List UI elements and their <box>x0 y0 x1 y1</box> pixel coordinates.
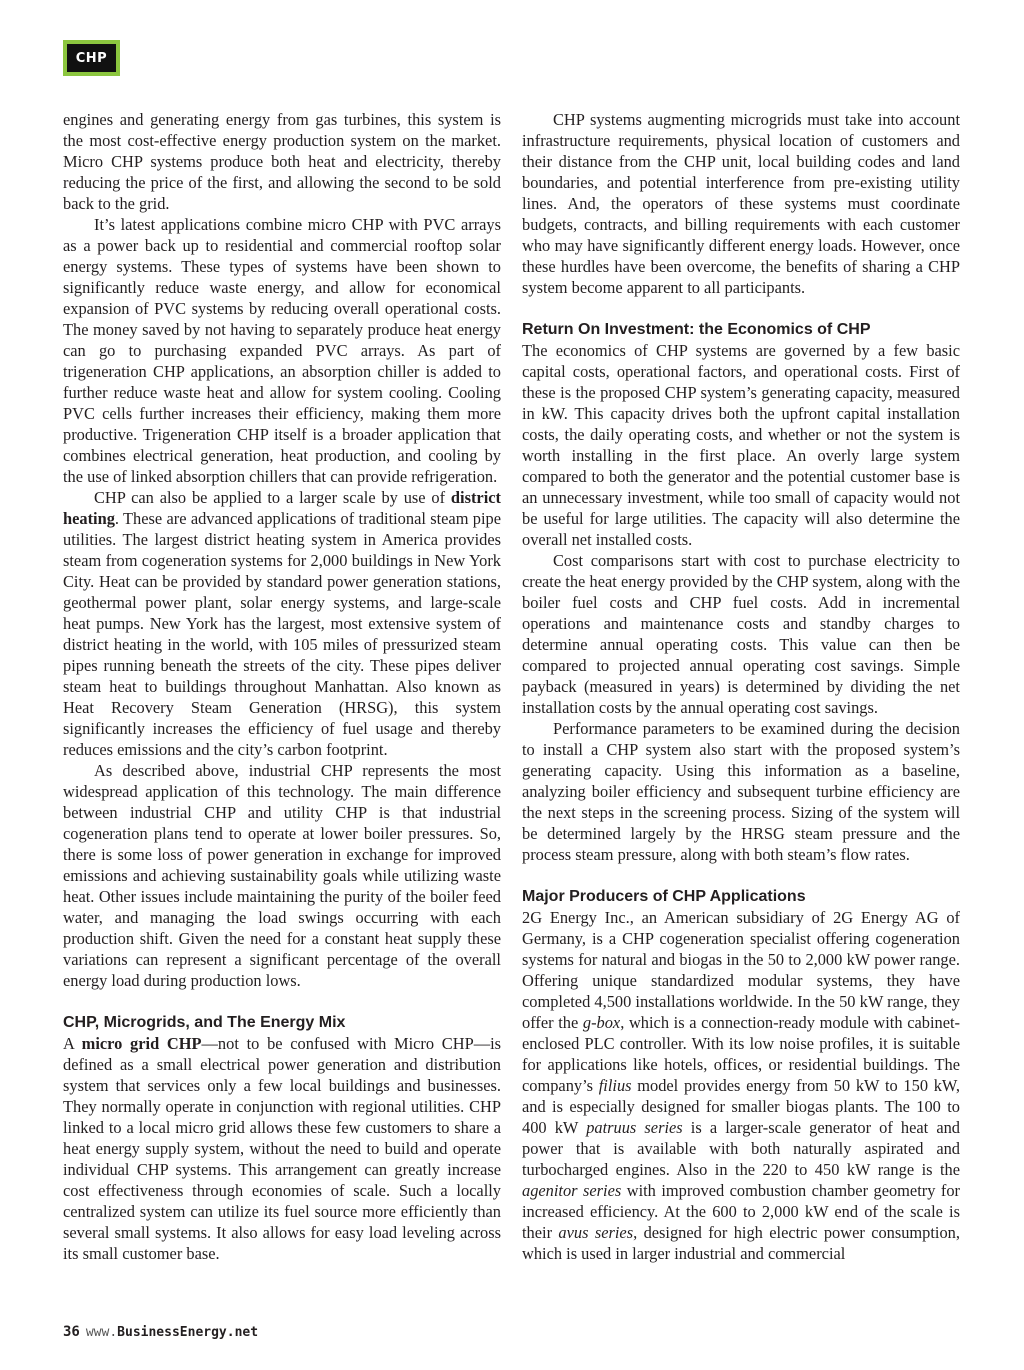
right-paragraph-4: Performance parameters to be examined during the decision to install a CHP system also start with the proposed system’s generating capacity. Using this information as a baseline, analyzing boiler efficiency and subsequent turbine efficiency are the next steps in the screening process. Sizing of the system will be determined largely by the HRSG steam pressure and the process steam pressure, along with both steam’s flow rates. <box>522 719 960 864</box>
right-paragraph-2: The economics of CHP systems are governed by a few basic capital costs, operational factors, and operational costs. First of these is the proposed CHP system’s generating capacity, measured in kW. This capacity drives both the upfront capital installation costs, the daily operating costs, and whether or not the system is worth installing in the first place. An overly large system compared to both the generator and the potential customer base is an unnecessary investment, while too small of capacity would not be useful for large utilities. The capacity will also determine the overall net installed costs. <box>522 341 960 549</box>
left-paragraph-4: As described above, industrial CHP represents the most widespread application of this technology. The main difference between industrial CHP and utility CHP is that industrial cogeneration plans tend to operate at lower boiler pressures. So, there is some loss of power generation in exchange for improved emissions and achieving sustainability goals while utilizing waste heat. Other issues include maintaining the purity of the boiler feed water, and managing the load swings occurring with each production shift. Given the need for a constant heat supply these variations can represent a significant percentage of the overall energy load during production lows. <box>63 761 501 990</box>
heading-microgrids: CHP, Microgrids, and The Energy Mix <box>63 1014 346 1031</box>
page-footer <box>63 1324 258 1340</box>
product-g-box: g-box <box>582 1013 621 1032</box>
left-paragraph-2: It’s latest applications combine micro CHP with PVC arrays as a power back up to residential and commercial rooftop solar energy systems. These types of systems have been shown to significantly reduce waste energy, and allow for economical expansion of PVC systems by reducing overall operational costs. The money saved by not having to separately produce heat energy can go to purchasing expanded PVC arrays. As part of trigeneration CHP applications, an absorption chiller is added to further reduce waste heat and allow for system cooling. Cooling PVC cells further increases their efficiency, making them more productive. Trigeneration CHP itself is a broader application that combines electrical generation, heat production, and cooling by the use of linked absorption chillers that can provide refrigeration. <box>63 215 501 486</box>
product-filius: filius <box>598 1076 632 1095</box>
footer-url-domain: BusinessEnergy.net <box>117 1325 259 1340</box>
left-paragraph-5: A micro grid CHP—not to be confused with Micro CHP—is defined as a small electrical power generation and distribution system that services only a few local buildings and businesses. They normally operate in conjunction with regional utilities. CHP linked to a local micro grid allows these few customers to share a heat energy supply system, without the need to build and operate individual CHP systems. This arrangement can greatly increase cost effectiveness through economies of scale. Such a locally centralized system can utilize its fuel source more efficiently than several small systems. It also allows for easy load leveling across its small customer base. <box>63 1034 502 1263</box>
district-heating-term: district heating <box>63 488 501 528</box>
product-patruus-series: patruus series <box>586 1118 683 1137</box>
right-paragraph-1: CHP systems augmenting microgrids must take into account infrastructure requirements, physical location of customers and their distance from the CHP unit, local building codes and land boundaries, and potential interference from pre-existing utility lines. And, the operators of these systems must coordinate budgets, contracts, and billing requirements with each customer who may have significantly different energy loads. However, once these hurdles have been overcome, the benefits of sharing a CHP system become apparent to all participants. <box>522 110 960 297</box>
footer-url-prefix: www. <box>85 1325 118 1340</box>
product-avus-series: avus series <box>558 1223 634 1242</box>
left-paragraph-1: engines and generating energy from gas turbines, this system is the most cost-effective energy production system on the market. Micro CHP systems produce both heat and electricity, thereby reducing the price of the first, and allowing the second to be sold back to the grid. <box>63 110 501 213</box>
left-paragraph-3: CHP can also be applied to a larger scale by use of district heating. These are advanced applications of traditional steam pipe utilities. The largest district heating system in America provides steam from cogeneration systems for 2,000 buildings in New York City. Heat can be provided by standard power generation stations, geothermal power plant, solar energy systems, and large-scale heat pumps. New York has the largest, most extensive system of district heating in the world, with 105 miles of pressurized steam pipes running beneath the streets of the city. These pipes deliver steam heat to buildings throughout Manhattan. Also known as Heat Recovery Steam Generation (HRSG), this system significantly increases the efficiency of fuel usage and thereby reduces emissions and the city’s carbon footprint. <box>63 488 501 759</box>
product-agenitor-series: agenitor series <box>522 1181 622 1200</box>
right-column <box>522 109 960 1264</box>
section-badge <box>63 40 120 76</box>
heading-roi: Return On Investment: the Economics of CHP <box>522 321 871 338</box>
left-column <box>63 109 501 1264</box>
micro-grid-chp-term: micro grid CHP <box>81 1034 202 1053</box>
right-paragraph-3: Cost comparisons start with cost to purchase electricity to create the heat energy provided by the CHP system, along with the boiler fuel costs and CHP fuel costs. Add in incremental operations and maintenance costs and standby charges to determine annual operating costs. This value can then be compared to projected annual operating cost savings. Simple payback (measured in years) is determined by dividing the net installation costs by the annual operating cost savings. <box>522 551 960 717</box>
section-badge-label: CHP <box>67 44 116 72</box>
right-paragraph-5: 2G Energy Inc., an American subsidiary of 2G Energy AG of Germany, is a CHP cogeneration specialist offering cogeneration systems for natural and biogas in the 50 to 2,000 kW power range. Offering unique standardized modular systems, they have completed 4,500 installations worldwide. In the 50 kW range, they offer the g-box, which is a connection-ready module with cabinet-enclosed PLC controller. With its low noise profiles, it is suitable for applications like hotels, offices, or residential buildings. The company’s filius model provides energy from 50 kW to 150 kW, and is especially designed for smaller biogas plants. The 100 to 400 kW patruus series is a larger-scale generator of heat and power that is available with both naturally aspirated and turbocharged engines. Also in the 220 to 450 kW range is the agenitor series with improved combustion chamber geometry for increased efficiency. At the 600 to 2,000 kW end of the scale is their avus series, designed for high electric power consumption, which is used in larger industrial and commercial <box>522 908 960 1263</box>
heading-producers: Major Producers of CHP Applications <box>522 888 806 905</box>
page-number: 36 <box>63 1324 80 1340</box>
